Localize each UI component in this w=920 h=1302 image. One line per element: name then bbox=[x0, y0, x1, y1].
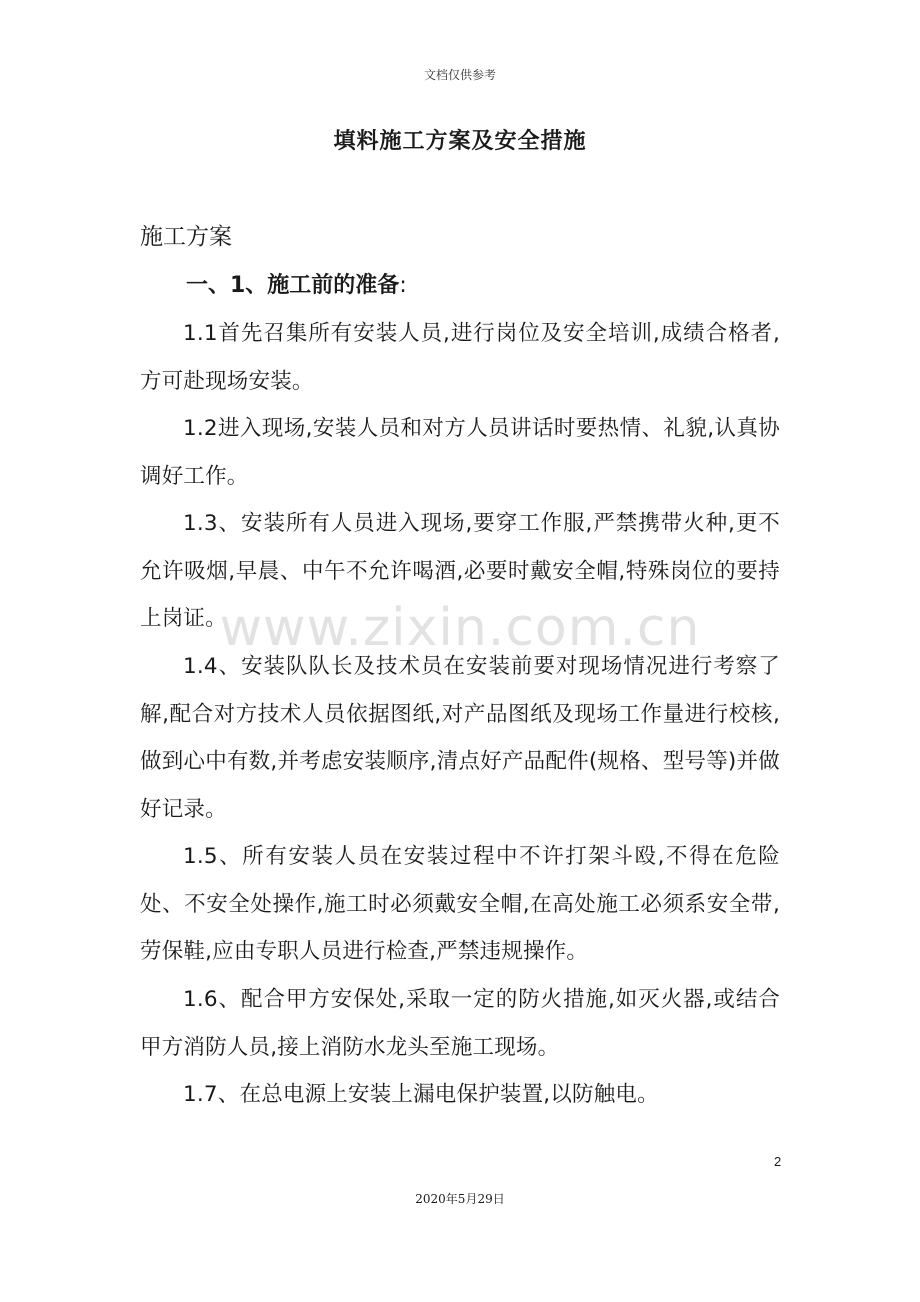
sub-heading bbox=[186, 268, 407, 299]
paragraph-1-3: 1.3、安装所有人员进入现场,要穿工作服,严禁携带火种,更不允许吸烟,早晨、中午不允许喝酒,必要时戴安全帽,特殊岗位的要持上岗证。 bbox=[140, 511, 780, 631]
header-note: 文档仅供参考 bbox=[423, 68, 496, 82]
paragraph-1-1: 1.1首先召集所有安装人员,进行岗位及安全培训,成绩合格者,方可赴现场安装。 bbox=[140, 321, 780, 394]
sub-heading-colon: : bbox=[399, 273, 407, 298]
page-number: 2 bbox=[774, 1154, 782, 1169]
footer-date: 2020年5月29日 bbox=[415, 1192, 505, 1206]
watermark: www.zixin.com.cn bbox=[219, 598, 701, 658]
paragraph-1-7: 1.7、在总电源上安装上漏电保护装置,以防触电。 bbox=[183, 1082, 659, 1107]
paragraph-1-4: 1.4、安装队队长及技术员在安装前要对现场情况进行考察了解,配合对方技术人员依据图纸,对产品图纸及现场工作量进行校核,做到心中有数,并考虑安装顺序,清点好产品配件(规格、型号等)并做好记录。 bbox=[140, 654, 780, 822]
document-title: 填料施工方案及安全措施 bbox=[333, 129, 587, 154]
sub-heading-text: 一、1、施工前的准备 bbox=[186, 273, 400, 298]
paragraph-1-5: 1.5、所有安装人员在安装过程中不许打架斗殴,不得在危险处、不安全处操作,施工时必须戴安全帽,在高处施工必须系安全带,劳保鞋,应由专职人员进行检查,严禁违规操作。 bbox=[140, 844, 780, 964]
paragraph-1-2: 1.2进入现场,安装人员和对方人员讲话时要热情、礼貌,认真协调好工作。 bbox=[140, 416, 780, 489]
section-heading: 施工方案 bbox=[140, 224, 232, 250]
paragraph-1-6: 1.6、配合甲方安保处,采取一定的防火措施,如灭火器,或结合甲方消防人员,接上消防水龙头至施工现场。 bbox=[140, 987, 780, 1060]
